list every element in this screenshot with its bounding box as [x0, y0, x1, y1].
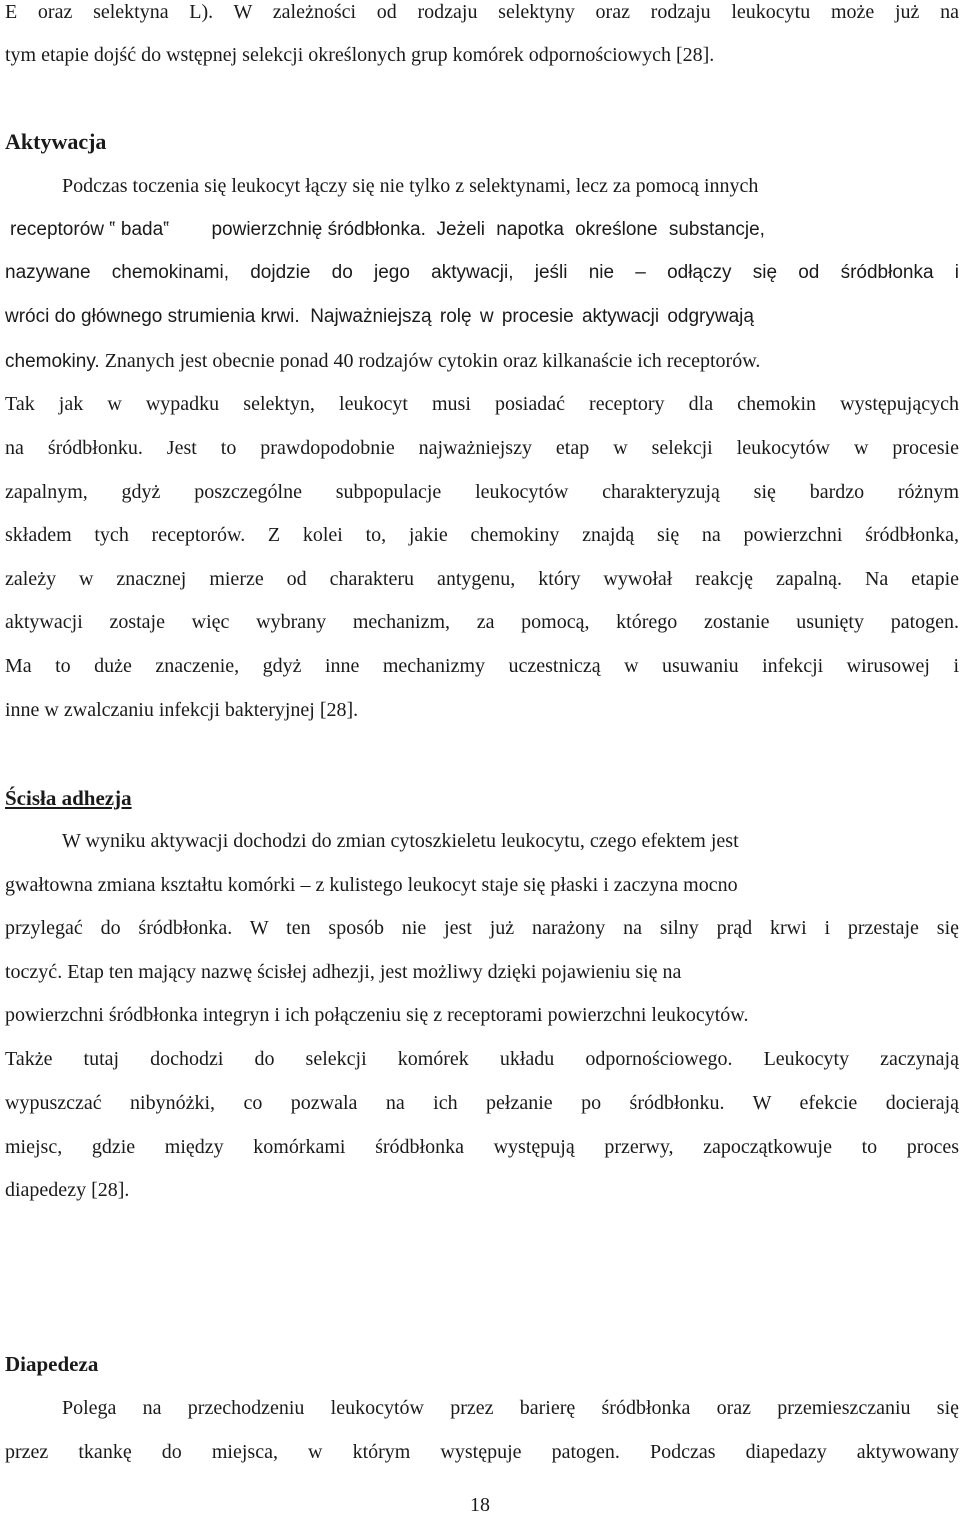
aktywacja-line-12: Ma to duże znaczenie, gdyż inne mechanizmy uczestniczą w usuwaniu infekcji wirusowej i	[5, 655, 959, 677]
aktywacja-line-7: na śródbłonku. Jest to prawdopodobnie najważniejszy etap w selekcji leukocytów w procesie	[5, 437, 959, 459]
adhezja-line-9: diapedezy [28].	[5, 1179, 130, 1201]
aktywacja-line-2-a: receptorów ‟ bada‟	[10, 219, 170, 240]
adhezja-line-4: toczyć. Etap ten mający nazwę ścisłej adhezji, jest możliwy dzięki pojawieniu się na	[5, 961, 682, 983]
aktywacja-line-5	[5, 349, 959, 374]
aktywacja-line-2	[10, 218, 959, 242]
adhezja-line-7: wypuszczać nibynóżki, co pozwala na ich pełzanie po śródbłonku. W efekcie docierają	[5, 1092, 959, 1114]
aktywacja-line-4-b: Najważniejszą rolę w procesie aktywacji odgrywają	[310, 306, 754, 327]
diapedeza-line-1: Polega na przechodzeniu leukocytów przez barierę śródbłonka oraz przemieszczaniu się	[62, 1397, 959, 1419]
aktywacja-line-2-b: powierzchnię śródbłonka.	[211, 219, 426, 240]
adhezja-line-6: Także tutaj dochodzi do selekcji komórek układu odpornościowego. Leukocyty zaczynają	[5, 1048, 959, 1070]
section-heading-diapedeza: Diapedeza	[5, 1352, 99, 1376]
aktywacja-line-4	[5, 305, 959, 329]
diapedeza-line-2: przez tkankę do miejsca, w którym występuje patogen. Podczas diapedazy aktywowany	[5, 1441, 959, 1463]
aktywacja-line-10: zależy w znacznej mierze od charakteru antygenu, który wywołał reakcję zapalną. Na etapie	[5, 568, 959, 590]
aktywacja-line-6: Tak jak w wypadku selektyn, leukocyt musi posiadać receptory dla chemokin występujących	[5, 393, 959, 415]
intro-line-2: tym etapie dojść do wstępnej selekcji określonych grup komórek odpornościowych [28].	[5, 44, 715, 66]
adhezja-line-8: miejsc, gdzie między komórkami śródbłonka występują przerwy, zapoczątkowuje to proces	[5, 1136, 959, 1158]
page-number: 18	[470, 1494, 490, 1516]
aktywacja-line-5-a: chemokiny.	[5, 351, 100, 372]
intro-line-1: E oraz selektyna L). W zależności od rodzaju selektyny oraz rodzaju leukocytu może już na	[5, 1, 959, 23]
aktywacja-line-11: aktywacji zostaje więc wybrany mechanizm, za pomocą, którego zostanie usunięty patogen.	[5, 611, 959, 633]
adhezja-line-1: W wyniku aktywacji dochodzi do zmian cytoszkieletu leukocytu, czego efektem jest	[62, 830, 739, 852]
aktywacja-line-13: inne w zwalczaniu infekcji bakteryjnej [28].	[5, 699, 359, 721]
aktywacja-line-9: składem tych receptorów. Z kolei to, jakie chemokiny znajdą się na powierzchni śródbłonka,	[5, 524, 959, 546]
aktywacja-line-3: nazywane chemokinami, dojdzie do jego aktywacji, jeśli nie – odłączy się od śródbłonka i	[5, 262, 959, 283]
aktywacja-line-4-a: wróci do głównego strumienia krwi.	[5, 306, 300, 327]
aktywacja-line-2-c: Jeżeli napotka określone substancje,	[436, 219, 765, 240]
adhezja-line-2: gwałtowna zmiana kształtu komórki – z kulistego leukocyt staje się płaski i zaczyna mocno	[5, 874, 738, 896]
aktywacja-line-8: zapalnym, gdyż poszczególne subpopulacje leukocytów charakteryzują się bardzo różnym	[5, 481, 959, 503]
section-heading-adhezja: Ścisła adhezja	[5, 786, 132, 810]
aktywacja-line-1: Podczas toczenia się leukocyt łączy się nie tylko z selektynami, lecz za pomocą innych	[62, 175, 759, 197]
section-heading-aktywacja: Aktywacja	[5, 129, 107, 154]
adhezja-line-5: powierzchni śródbłonka integryn i ich połączeniu się z receptorami powierzchni leukocytów.	[5, 1004, 749, 1026]
adhezja-line-3: przylegać do śródbłonka. W ten sposób nie jest już narażony na silny prąd krwi i przestaje się	[5, 917, 959, 939]
aktywacja-line-5-b: Znanych jest obecnie ponad 40 rodzajów cytokin oraz kilkanaście ich receptorów.	[104, 350, 761, 372]
